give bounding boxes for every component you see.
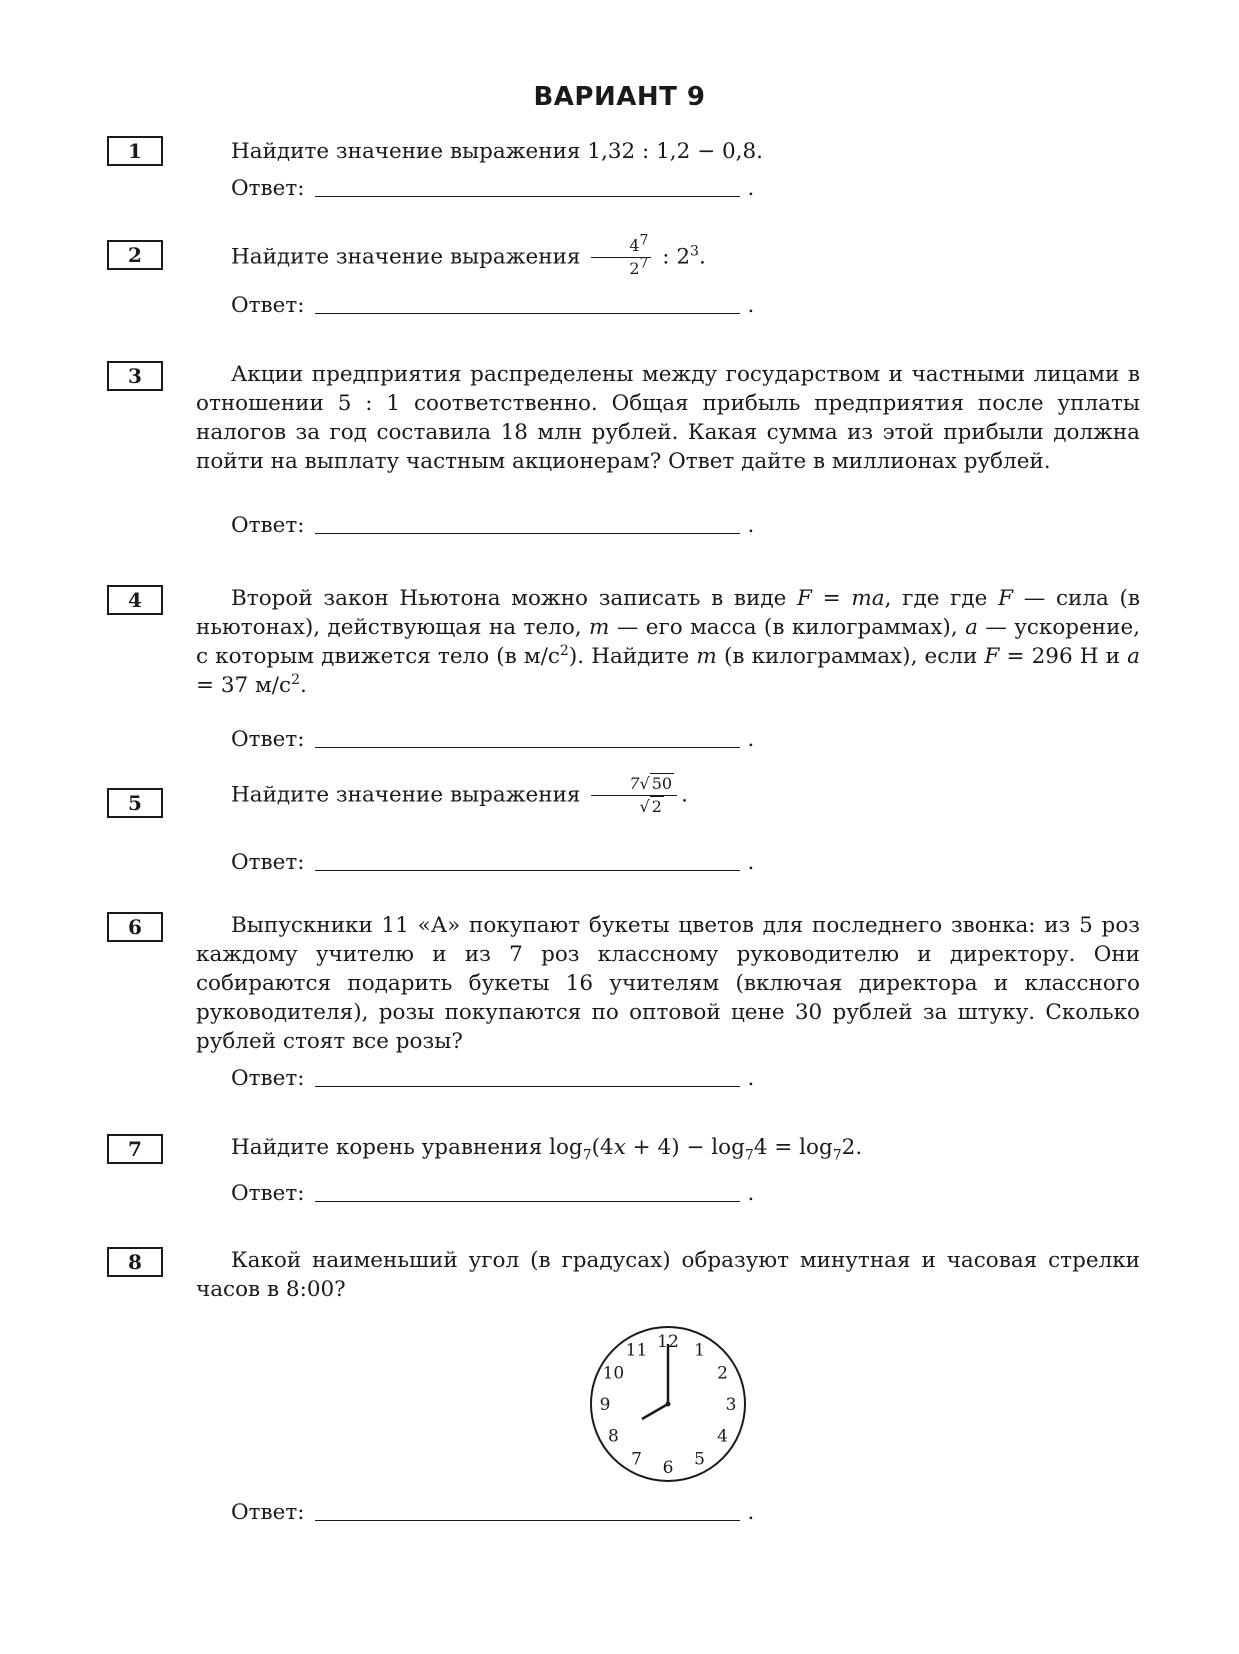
clock-number: 9: [599, 1395, 611, 1415]
task-number: 4: [107, 585, 163, 615]
clock-number: 4: [717, 1426, 728, 1447]
task-text: [196, 775, 1140, 816]
answer-label: Ответ:: [231, 850, 305, 875]
t: Второй закон Ньютона можно записать в виде: [231, 586, 798, 611]
task-lead: Найдите значение выражения: [231, 244, 581, 270]
answer-dot: .: [747, 1500, 755, 1525]
task-number: 5: [107, 788, 163, 818]
answer-dot: .: [747, 1066, 755, 1091]
end: .: [681, 782, 688, 808]
answer-field[interactable]: [315, 295, 740, 314]
clock-number: 2: [717, 1363, 728, 1384]
task-lead: Найдите значение выражения: [231, 782, 581, 808]
root-sign: √: [639, 797, 650, 816]
page-title: ВАРИАНТ 9: [533, 82, 706, 112]
clock-number: 1: [694, 1340, 705, 1361]
hour-hand: [642, 1404, 668, 1419]
t: — его масса (в килограммах),: [609, 615, 966, 640]
answer-label: Ответ:: [231, 176, 305, 201]
t: Найдите корень уравнения log: [231, 1135, 583, 1160]
answer-row: [231, 1498, 754, 1527]
exponent: 7: [639, 255, 649, 272]
task-number: 7: [107, 1134, 163, 1164]
t: (4: [591, 1135, 614, 1160]
root-sign: √: [639, 774, 650, 793]
t: (в килограммах), если: [716, 644, 985, 669]
answer-row: [231, 511, 754, 540]
exponent: 3: [690, 243, 699, 260]
answer-field[interactable]: [315, 515, 740, 534]
clock-figure: [588, 1324, 748, 1484]
clock-number: 3: [725, 1395, 737, 1415]
answer-label: Ответ:: [231, 293, 305, 318]
answer-dot: .: [747, 1181, 755, 1206]
answer-label: Ответ:: [231, 1066, 305, 1091]
clock-center: [666, 1402, 671, 1407]
answer-field[interactable]: [315, 1183, 740, 1202]
var-x: x: [613, 1135, 626, 1160]
answer-field[interactable]: [315, 729, 740, 748]
var-f: F: [984, 644, 1000, 669]
base: 2: [629, 259, 640, 278]
t: 2.: [841, 1135, 863, 1160]
clock-number: 8: [608, 1426, 619, 1447]
answer-label: Ответ:: [231, 727, 305, 752]
answer-row: [231, 174, 754, 203]
answer-dot: .: [747, 727, 755, 752]
var-a: a: [965, 615, 978, 640]
clock-number: 12: [657, 1332, 679, 1352]
t: = 296 Н и: [999, 644, 1128, 669]
end: .: [698, 244, 706, 270]
clock-number: 6: [662, 1458, 674, 1478]
clock-number: 7: [631, 1449, 642, 1470]
var-ma: ma: [851, 586, 885, 611]
t: = 37 м/с: [196, 673, 292, 698]
t: — ускорение, с которым движется тело (в м/с: [196, 615, 1141, 669]
task-text: [196, 232, 1140, 278]
fraction-denominator: [591, 255, 651, 278]
answer-label: Ответ:: [231, 1181, 305, 1206]
answer-row: [231, 1064, 754, 1093]
task-number: 8: [107, 1247, 163, 1277]
answer-label: Ответ:: [231, 513, 305, 538]
task-text: Какой наименьший угол (в градусах) образуют минутная и часовая стрелки часов в 8:00?: [196, 1248, 1140, 1302]
task-text: Акции предприятия распределены между государством и частными лицами в отношении 5 : 1 соответственно. Общая прибыль предприятия после уплаты налогов за год составила 18 млн рублей. Какая сумма из этой прибыли должна пойти на выплату частным акционерам? Ответ дайте в миллионах рублей.: [196, 362, 1140, 474]
task-number: 6: [107, 912, 163, 942]
log-base: 7: [582, 1147, 592, 1164]
clock-number: 11: [625, 1340, 648, 1361]
base: 4: [629, 236, 640, 255]
answer-field[interactable]: [315, 1502, 740, 1521]
radicand: 50: [651, 774, 673, 793]
answer-row: [231, 1179, 754, 1208]
t: , где где: [884, 586, 999, 611]
t: 4 = log: [753, 1135, 833, 1160]
answer-row: [231, 291, 754, 320]
task-number: 1: [107, 136, 163, 166]
var-f: F: [797, 586, 812, 611]
clock-number: 5: [694, 1449, 705, 1470]
exponent: 2: [559, 642, 569, 659]
t: — сила (в ньютонах), действующая на тело,: [196, 586, 1141, 640]
fraction-numerator: [591, 775, 677, 796]
answer-field[interactable]: [315, 1068, 740, 1087]
t: + 4) − log: [625, 1135, 745, 1160]
clock-number: 10: [602, 1363, 625, 1384]
fraction: [591, 775, 677, 816]
answer-label: Ответ:: [231, 1500, 305, 1525]
answer-dot: .: [747, 513, 755, 538]
fraction: [591, 232, 651, 278]
coef: 7: [629, 774, 640, 793]
answer-dot: .: [747, 176, 755, 201]
fraction-denominator: [591, 796, 677, 816]
answer-row: [231, 725, 754, 754]
t: =: [811, 586, 852, 611]
task-number: 3: [107, 361, 163, 391]
t: .: [299, 673, 307, 698]
radicand: 2: [651, 797, 662, 816]
t: ). Найдите: [568, 644, 697, 669]
task-text: [196, 1133, 1140, 1162]
answer-dot: .: [747, 293, 755, 318]
var-a: a: [1127, 644, 1140, 669]
exponent: 2: [291, 671, 300, 688]
task-number: 2: [107, 240, 163, 270]
var-f: F: [998, 586, 1014, 611]
answer-row: [231, 848, 754, 877]
exponent: 7: [639, 232, 649, 249]
answer-dot: .: [747, 850, 755, 875]
var-m: m: [589, 615, 610, 640]
task-text: [196, 584, 1140, 700]
var-m: m: [696, 644, 717, 669]
answer-field[interactable]: [315, 178, 740, 197]
log-base: 7: [744, 1147, 754, 1164]
task-text: Найдите значение выражения 1,32 : 1,2 − 0,8.: [231, 139, 763, 164]
task-text: Выпускники 11 «А» покупают букеты цветов для последнего звонка: из 5 роз каждому учителю и из 7 роз классному руководителю и директору. Они собираются подарить букеты 16 учителям (включая директора и классного руководителя), розы покупаются по оптовой цене 30 рублей за штуку. Сколько рублей стоят все розы?: [196, 913, 1140, 1054]
answer-field[interactable]: [315, 852, 740, 871]
tail: : 2: [655, 244, 691, 270]
log-base: 7: [832, 1147, 842, 1164]
